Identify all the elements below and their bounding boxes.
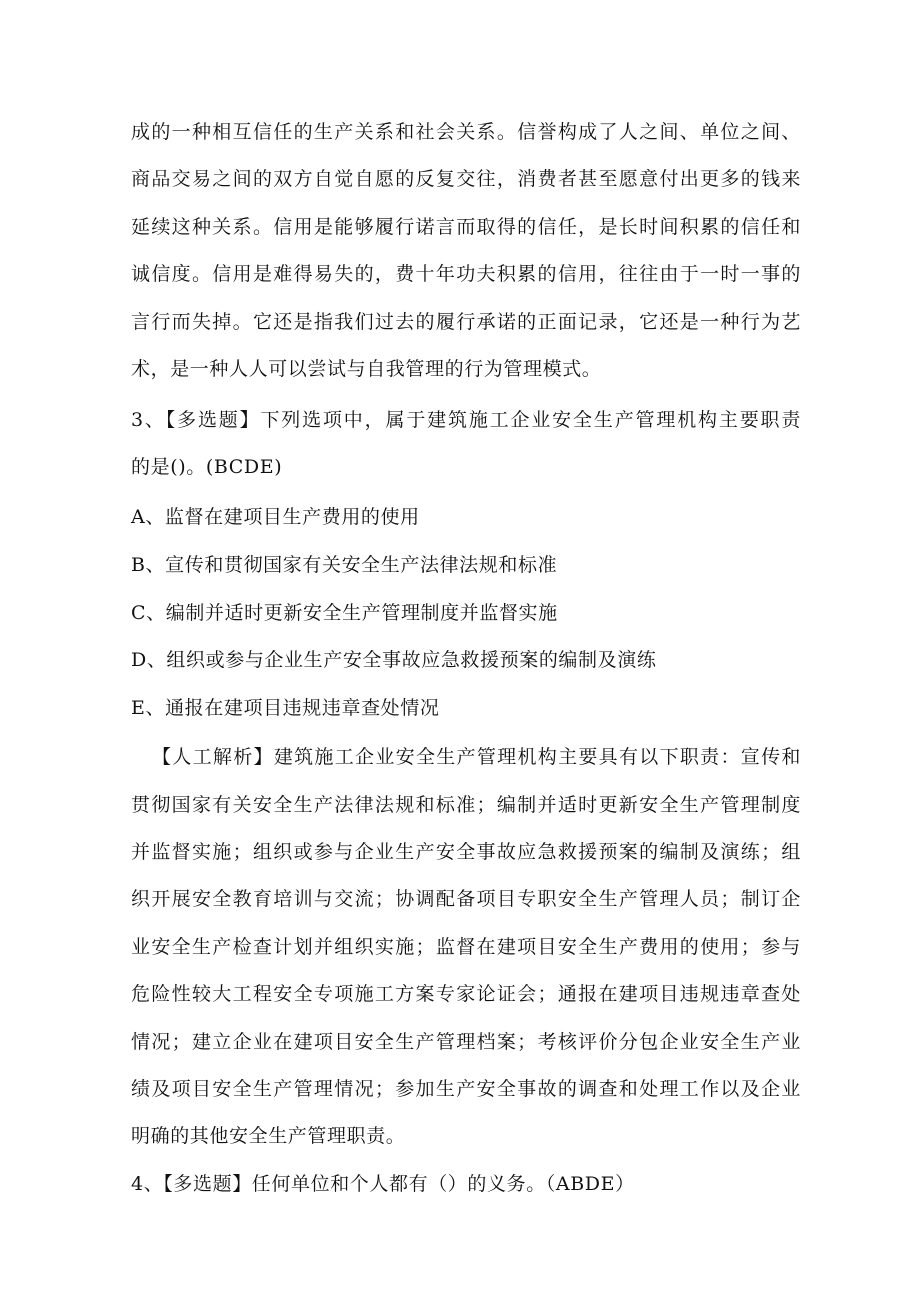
analysis-line: 明确的其他安全生产管理职责。 (131, 1125, 406, 1147)
paragraph-line: 诚信度。信用是难得易失的，费十年功夫积累的信用，往往由于一时一事的 (131, 263, 801, 285)
analysis-line: 业安全生产检查计划并组织实施；监督在建项目安全生产费用的使用；参与 (131, 936, 801, 958)
paragraph-line: 延续这种关系。信用是能够履行诺言而取得的信任，是长时间积累的信任和 (131, 216, 801, 238)
option-c: C、编制并适时更新安全生产管理制度并监督实施 (131, 602, 558, 624)
analysis-line: 危险性较大工程安全专项施工方案专家论证会；通报在建项目违规违章查处 (131, 983, 801, 1005)
analysis-line: 【人工解析】建筑施工企业安全生产管理机构主要具有以下职责：宣传和 (152, 746, 801, 768)
paragraph-line: 言行而失掉。它还是指我们过去的履行承诺的正面记录，它还是一种行为艺 (131, 311, 801, 333)
option-d: D、组织或参与企业生产安全事故应急救援预案的编制及演练 (131, 649, 657, 671)
option-e: E、通报在建项目违规违章查处情况 (131, 697, 440, 719)
question-3-stem: 3、【多选题】下列选项中，属于建筑施工企业安全生产管理机构主要职责 (131, 409, 801, 431)
analysis-line: 情况；建立企业在建项目安全生产管理档案；考核评价分包企业安全生产业 (131, 1031, 801, 1053)
paragraph-line: 术，是一种人人可以尝试与自我管理的行为管理模式。 (131, 358, 602, 380)
paragraph-line: 商品交易之间的双方自觉自愿的反复交往，消费者甚至愿意付出更多的钱来 (131, 168, 801, 190)
analysis-line: 贯彻国家有关安全生产法律法规和标准；编制并适时更新安全生产管理制度 (131, 794, 801, 816)
option-a: A、监督在建项目生产费用的使用 (131, 506, 420, 528)
analysis-line: 绩及项目安全生产管理情况；参加生产安全事故的调查和处理工作以及企业 (131, 1078, 801, 1100)
question-4-stem: 4、【多选题】任何单位和个人都有（）的义务。（ABDE） (131, 1173, 635, 1195)
analysis-line: 织开展安全教育培训与交流；协调配备项目专职安全生产管理人员；制订企 (131, 888, 801, 910)
question-3-answer: 的是()。(BCDE) (131, 456, 283, 478)
option-b: B、宣传和贯彻国家有关安全生产法律法规和标准 (131, 554, 558, 576)
analysis-line: 并监督实施；组织或参与企业生产安全事故应急救援预案的编制及演练；组 (131, 841, 801, 863)
paragraph-line: 成的一种相互信任的生产关系和社会关系。信誉构成了人之间、单位之间、 (131, 121, 801, 143)
